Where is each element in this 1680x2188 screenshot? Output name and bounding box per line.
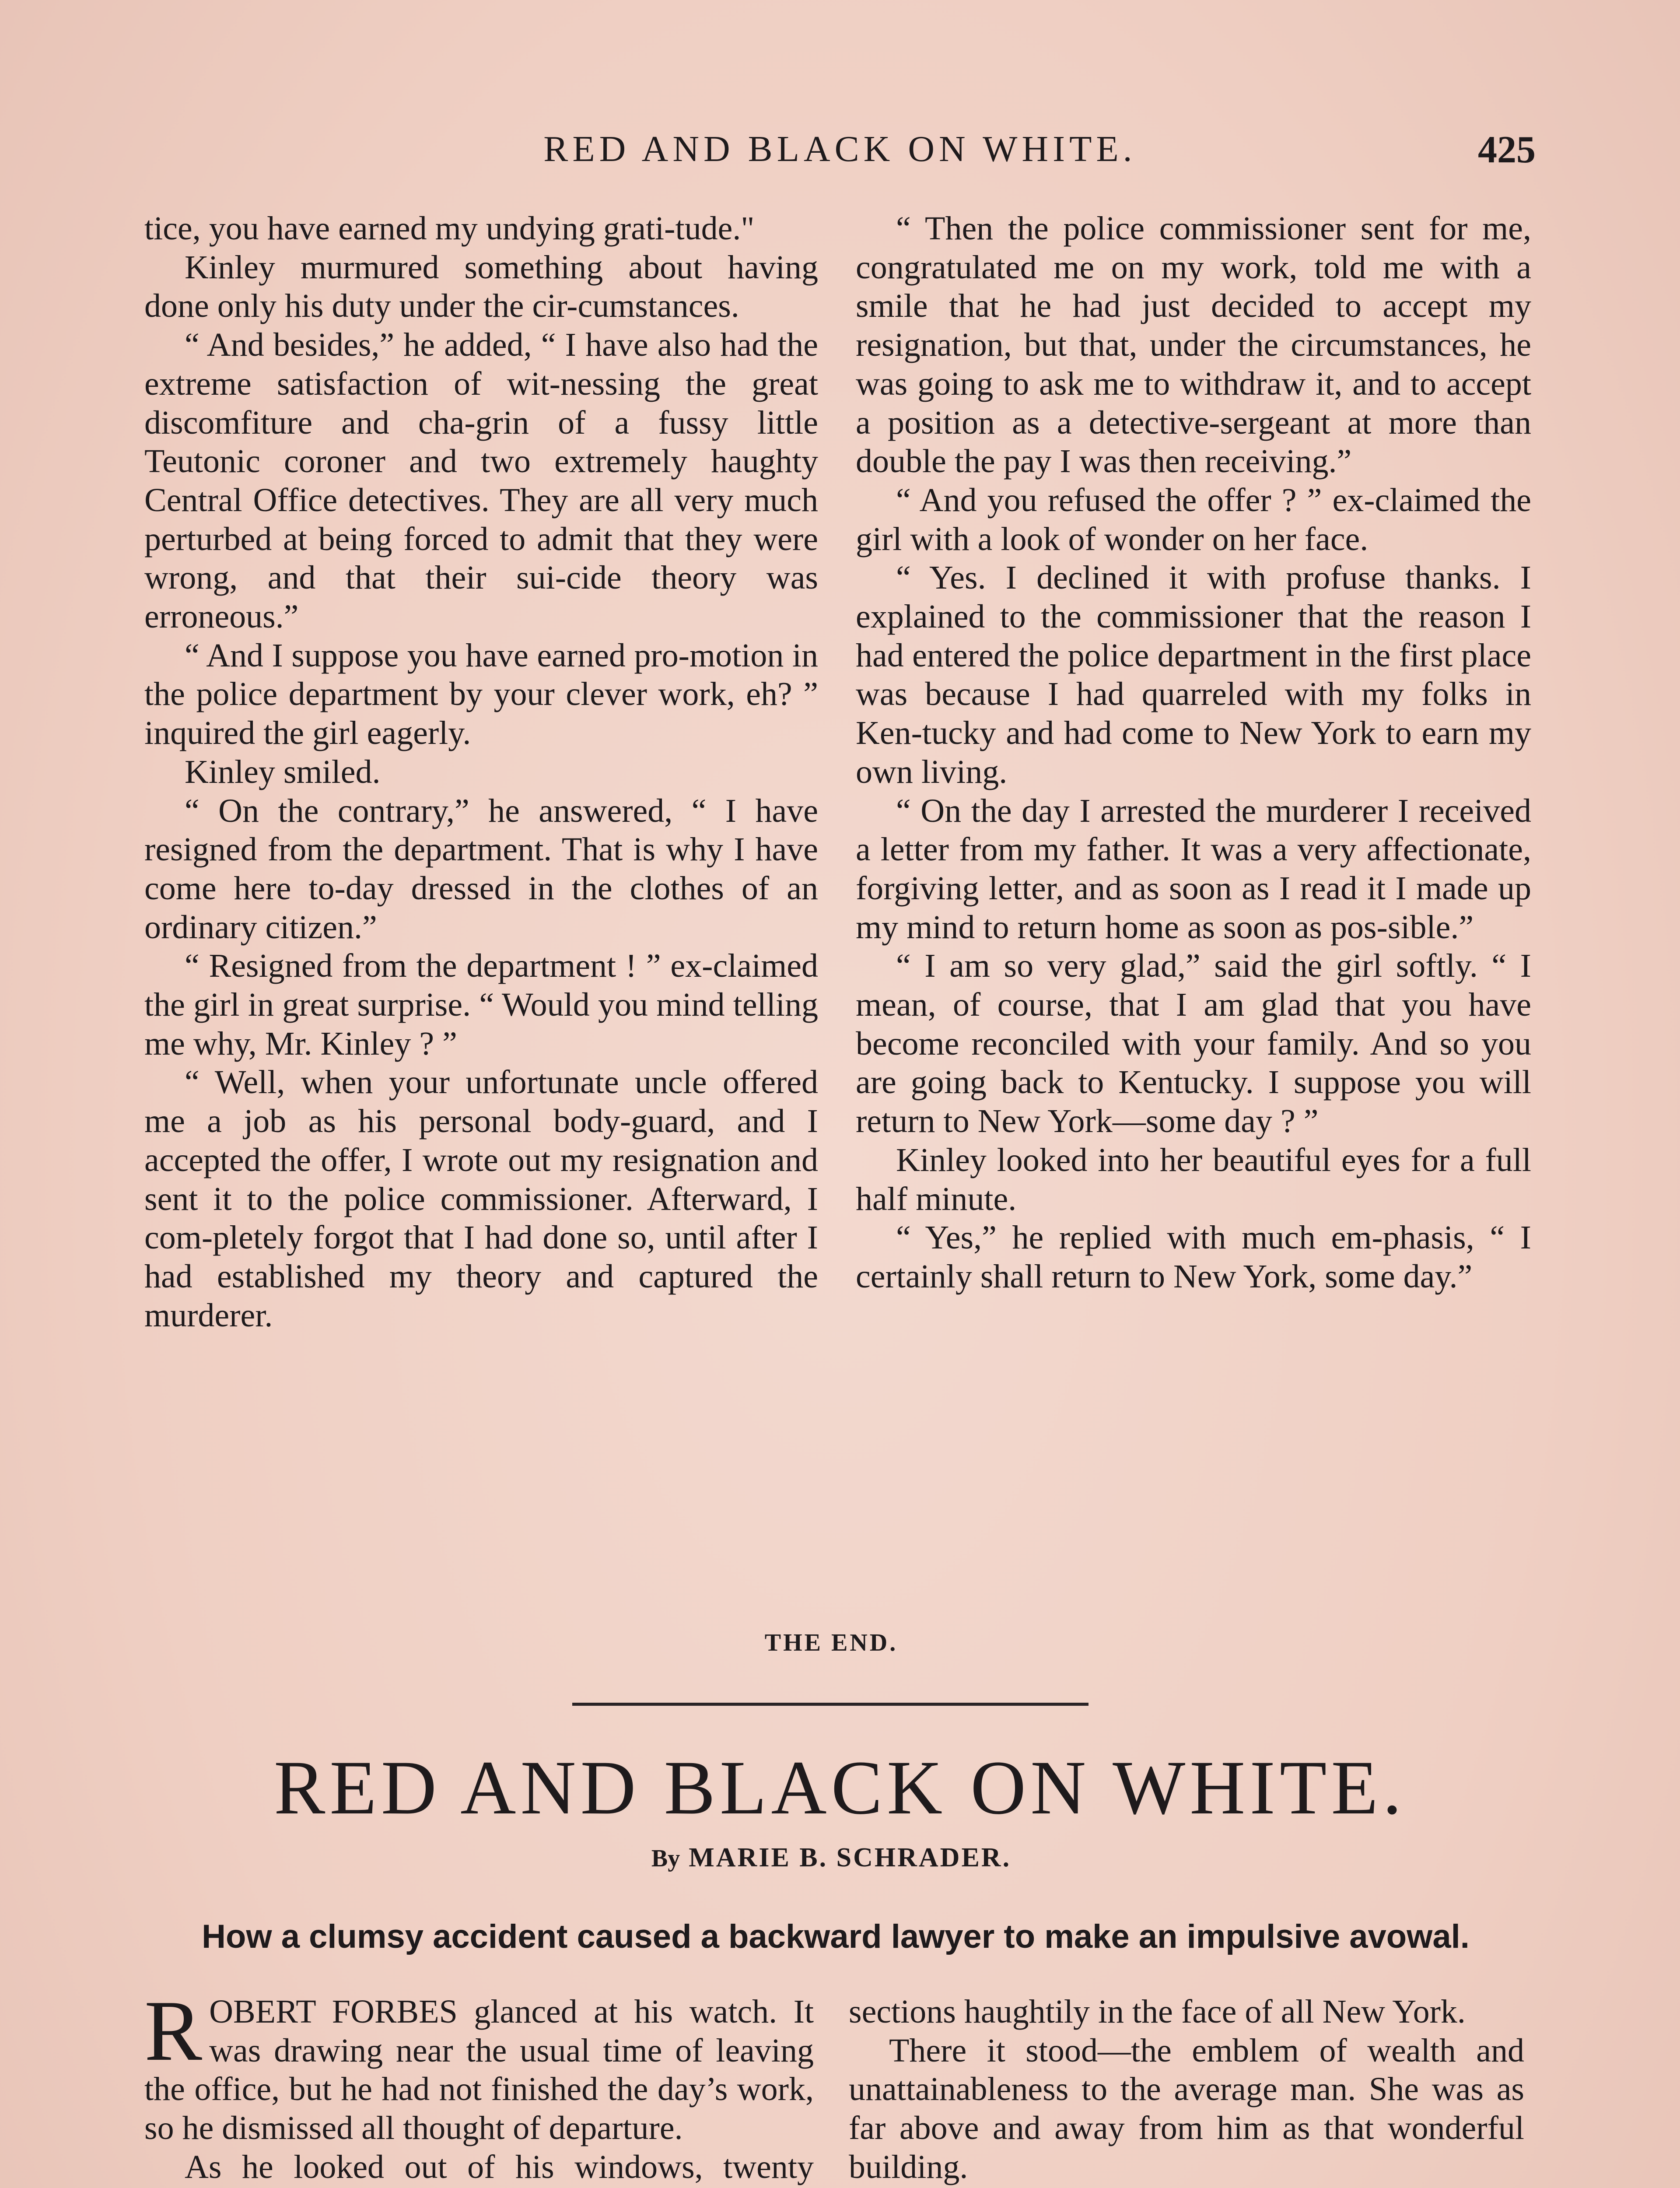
paragraph: Kinley looked into her beautiful eyes for a full half minute. — [856, 1141, 1531, 1217]
paragraph: sections haughtily in the face of all New York. — [849, 1993, 1466, 2030]
paragraph: “ Yes,” he replied with much em-phasis, “ I certainly shall return to New York, some day.” — [856, 1219, 1531, 1295]
new-story-left-column — [144, 1983, 814, 2188]
page-number: 425 — [1478, 129, 1536, 171]
paragraph: As he looked out of his windows, twenty — [185, 2148, 814, 2185]
running-header — [0, 128, 1680, 176]
paragraph: “ Well, when your unfortunate uncle offered me a job as his personal body-guard, and I accepted the offer, I wrote out my resignation and sent it to the police commissioner. Afterward, I com-pletely forgot that I had done so, until after I had established my theory and captured the murderer. — [144, 1064, 818, 1334]
new-story-right-column — [849, 1992, 1524, 2188]
paragraph: Kinley smiled. — [185, 753, 381, 790]
story-title: RED AND BLACK ON WHITE. — [274, 1745, 1406, 1830]
byline-prefix: By — [651, 1845, 680, 1872]
section-divider — [572, 1703, 1088, 1706]
previous-story-right-column — [856, 209, 1531, 1296]
opening-paragraph-text: OBERT FORBES glanced at his watch. It was drawing near the usual time of leaving the office, but he had not finished the day’s work, so he dismissed all thought of departure. — [144, 1993, 814, 2147]
story-blurb: How a clumsy accident caused a backward lawyer to make an impulsive avowal. — [202, 1918, 1470, 1955]
byline — [438, 1842, 1225, 1873]
paragraph: “ And I suppose you have earned pro-motion in the police department by your clever work, eh? ” inquired the girl eagerly. — [144, 637, 818, 752]
new-story-left-paragraphs — [144, 2148, 814, 2188]
author-name: MARIE B. SCHRADER. — [689, 1843, 1012, 1872]
paragraph: “ I am so very glad,” said the girl softly. “ I mean, of course, that I am glad that you have become reconciled with your family. And so you are going back to Kentucky. I suppose you will return to New York—some day ? ” — [856, 947, 1531, 1140]
paragraph: “ And you refused the offer ? ” ex-claimed the girl with a look of wonder on her face. — [856, 481, 1531, 558]
paragraph — [849, 2187, 1524, 2188]
paragraph: There it stood—the emblem of wealth and unattainableness to the average man. She was as far above and away from him as that wonderful building. — [849, 2032, 1524, 2185]
paragraph: tice, you have earned my undying grati-tude." — [144, 210, 755, 247]
paragraph: “ On the contrary,” he answered, “ I have resigned from the department. That is why I have come here to-day dressed in the clothes of an ordinary citizen.” — [144, 792, 818, 946]
the-end-mark: THE END. — [764, 1629, 898, 1656]
paragraph: “ On the day I arrested the murderer I received a letter from my father. It was a very affectionate, forgiving letter, and as soon as I read it I made up my mind to return home as soon as pos-sible.” — [856, 792, 1531, 946]
paragraph: “ And besides,” he added, “ I have also had the extreme satisfaction of wit-nessing the great discomfiture and cha-grin of a fussy little Teutonic coroner and two extremely haughty Central Office detectives. They are all very much perturbed at being forced to admit that they were wrong, and that their sui-cide theory was erroneous.” — [144, 326, 818, 635]
paragraph: “ Resigned from the department ! ” ex-claimed the girl in great surprise. “ Would you mind telling me why, Mr. Kinley ? ” — [144, 947, 818, 1062]
running-title: RED AND BLACK ON WHITE. — [543, 129, 1137, 169]
paragraph: “ Yes. I declined it with profuse thanks. I explained to the commissioner that the reason I had entered the police department in the first place was because I had quarreled with my folks in Ken-tucky and had come to New York to earn my own living. — [856, 559, 1531, 790]
opening-paragraph — [144, 1983, 814, 2148]
paragraph: “ Then the police commissioner sent for me, congratulated me on my work, told me with a smile that he had just decided to accept my resignation, but that, under the circumstances, he was going to ask me to withdraw it, and to accept a position as a detective-sergeant at more than double the pay I was then receiving.” — [856, 210, 1531, 480]
previous-story-left-column — [144, 209, 818, 1335]
paragraph: Kinley murmured something about having done only his duty under the cir-cumstances. — [144, 249, 818, 325]
drop-cap: R — [144, 1983, 203, 2079]
